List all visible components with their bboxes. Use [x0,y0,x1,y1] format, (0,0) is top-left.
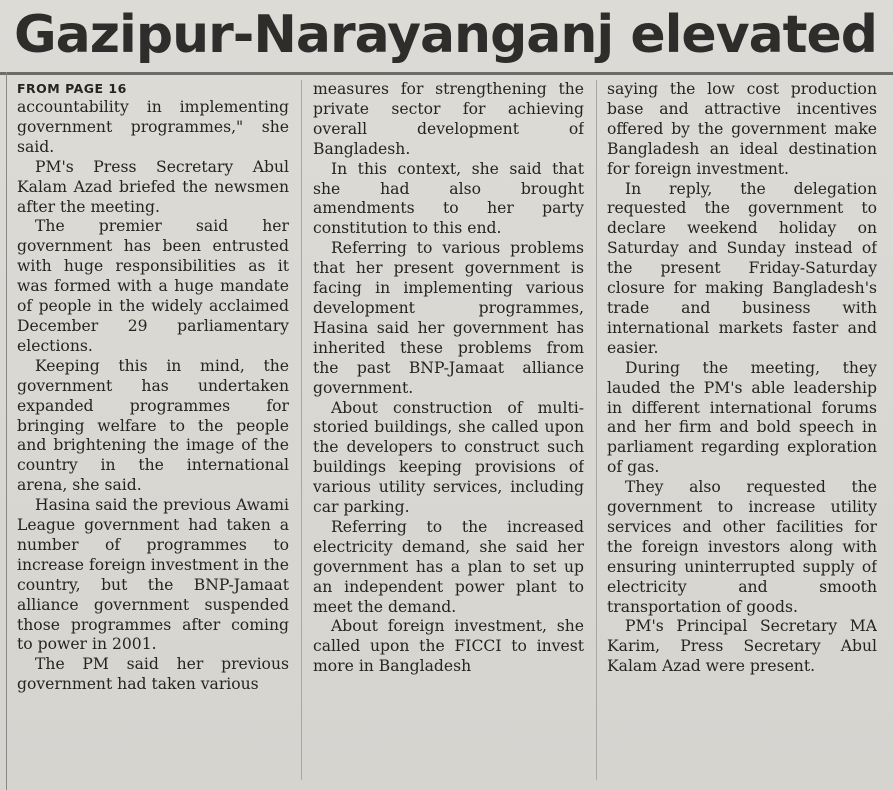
headline: Gazipur-Narayanganj elevated [14,5,878,65]
paragraph: The premier said her government has been entrusted with huge responsibilities as it was formed with a huge mandate of people in the widely acclaimed December 29 parliamentary elections. [17,217,289,355]
paragraph: During the meeting, they lauded the PM's able leadership in different international forums and her firm and bold speech in parliament regarding exploration of gas. [607,358,877,477]
paragraph: measures for strengthening the private sector for achieving overall development of Bangladesh. [313,80,584,158]
paragraph: Referring to the increased electricity demand, she said her government has a plan to set up an independent power plant to meet the demand. [313,517,584,616]
headline-rule [0,72,893,75]
paragraph: Referring to various problems that her present government is facing in implementing various development programmes, Hasina said her government has inherited these problems from the past BNP-Jamaat alliance government. [313,239,584,397]
article-column-1 [17,80,289,780]
paragraph: In this context, she said that she had also brought amendments to her party constitution to this end. [313,159,584,238]
article-column-3 [607,80,877,780]
paragraph: The PM said her previous government had taken various [17,655,289,694]
paragraph: saying the low cost production base and attractive incentives offered by the government make Bangladesh an ideal destination for foreign investment. [607,80,877,178]
article-column-2 [313,80,584,780]
column-divider [596,80,597,780]
frame-line [6,72,7,790]
column-divider [301,80,302,780]
continuation-kicker: FROM PAGE 16 [17,81,127,96]
paragraph: In reply, the delegation requested the government to declare weekend holiday on Saturday and Sunday instead of the present Friday-Saturday closure for making Bangladesh's trade and business with international markets faster and easier. [607,179,877,357]
paragraph: PM's Principal Secretary MA Karim, Press Secretary Abul Kalam Azad were present. [607,617,877,676]
paragraph: Hasina said the previous Awami League government had taken a number of programmes to increase foreign investment in the country, but the BNP-Jamaat alliance government suspended those programmes after coming to power in 2001. [17,496,289,654]
paragraph: PM's Press Secretary Abul Kalam Azad briefed the newsmen after the meeting. [17,157,289,216]
paragraph: They also requested the government to increase utility services and other facilities for the foreign investors along with ensuring uninterrupted supply of electricity and smooth transportation of goods. [607,478,877,616]
paragraph: accountability in implementing government programmes," she said. [17,98,289,156]
paragraph: About foreign investment, she called upon the FICCI to invest more in Bangladesh [313,617,584,676]
paragraph: Keeping this in mind, the government has undertaken expanded programmes for bringing welfare to the people and brightening the image of the country in the international arena, she said. [17,356,289,495]
paragraph: About construction of multi-storied buildings, she called upon the developers to construct such buildings keeping provisions of various utility services, including car parking. [313,398,584,517]
